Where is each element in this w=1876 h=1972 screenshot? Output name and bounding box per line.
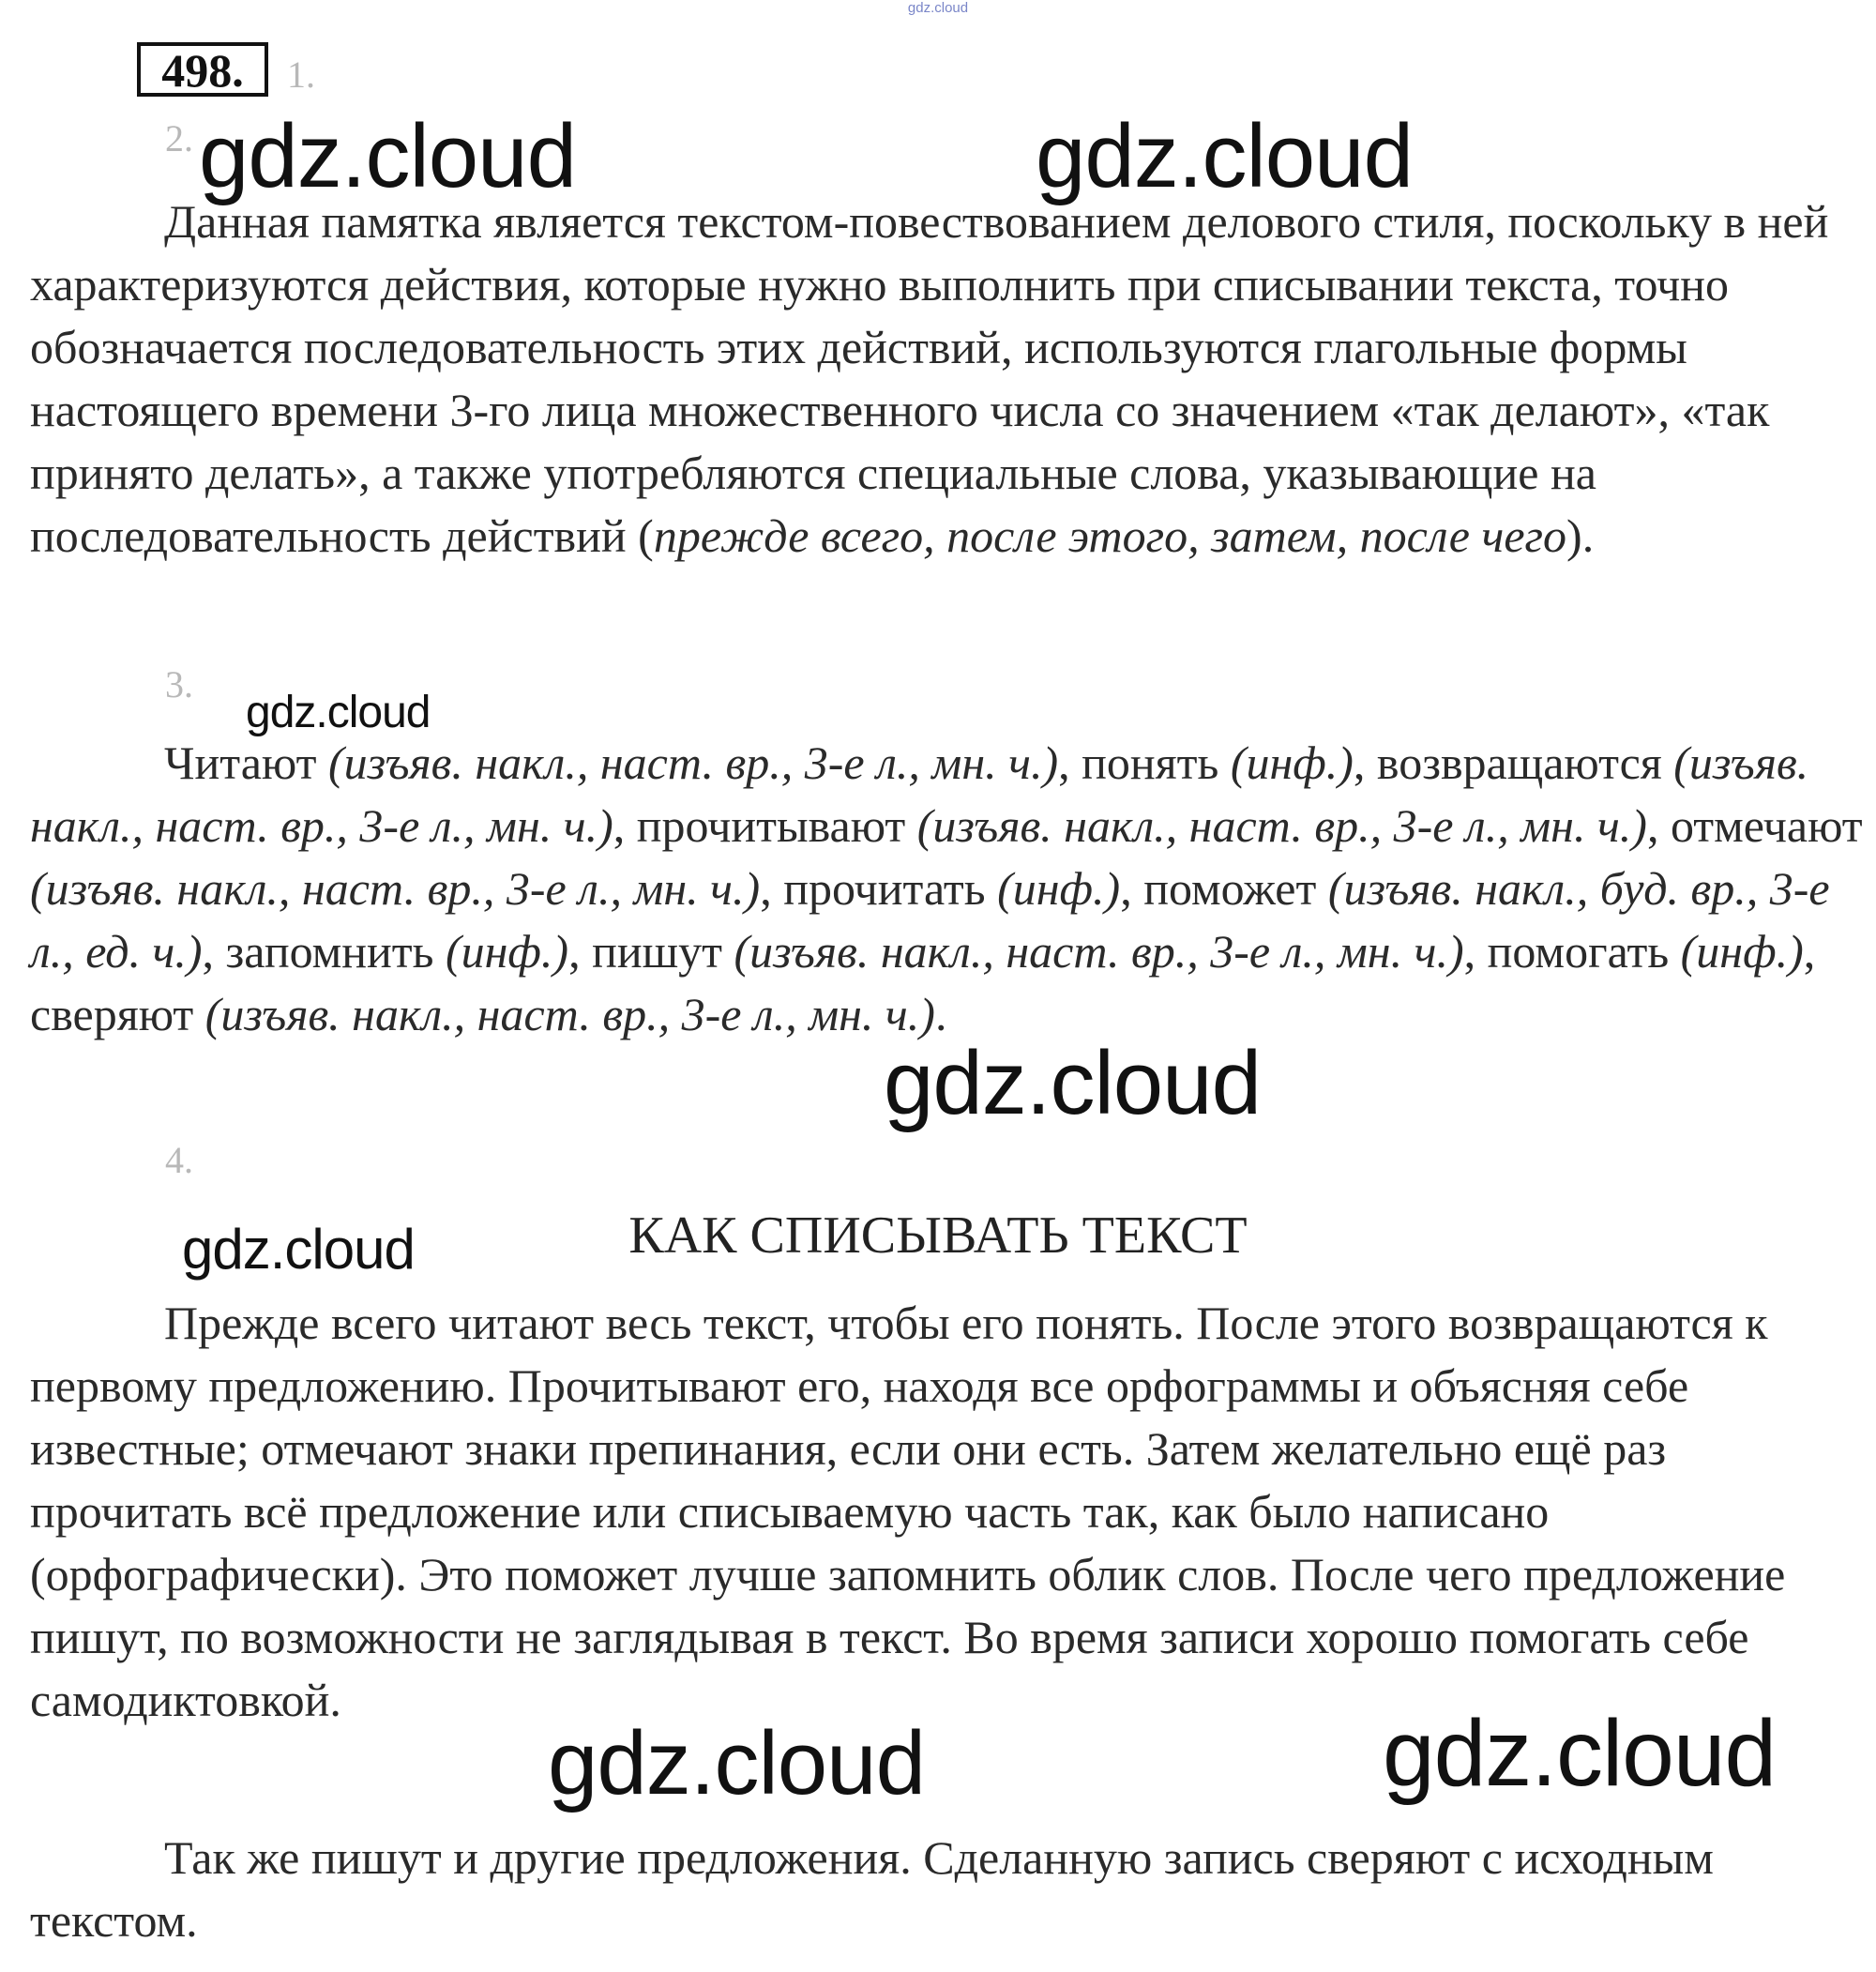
watermark: gdz.cloud (548, 1713, 925, 1813)
word: , помогать (1463, 925, 1681, 978)
grammar-note: (инф.) (1230, 736, 1354, 789)
marker-1: 1. (287, 53, 315, 96)
watermark: gdz.cloud (182, 1218, 415, 1281)
word: . (934, 988, 947, 1040)
grammar-note: (изъяв. накл., наст. вр., 3-е л., мн. ч.) (734, 925, 1464, 978)
marker-3: 3. (165, 663, 193, 705)
marker-2: 2. (165, 117, 193, 159)
memo-paragraph-1: Прежде всего читают весь текст, чтобы его понять. После этого возвращаются к первому предложению. Прочитывают его, находя все орфограммы и объясняя себе известные; отмечают знаки препинания, если они есть. Затем желательно ещё раз прочитать всё предложение или списываемую часть так, как было написано (орфографически). Это поможет лучше запомнить облик слов. После чего предложение пишут, по возможности не заглядывая в текст. Во время записи хорошо помогать себе самодиктовкой. (30, 1297, 1786, 1726)
grammar-note: (изъяв. накл., наст. вр., 3-е л., мн. ч.) (327, 736, 1059, 789)
memo-paragraph-2: Так же пишут и другие предложения. Сделанную запись сверяют с исходным текстом. (30, 1831, 1714, 1947)
source-watermark-top: gdz.cloud (907, 0, 969, 16)
word: , возвращаются (1353, 736, 1674, 789)
section-2-text-a: Данная памятка является текстом-повествованием делового стиля, поскольку в ней характеризуются действия, которые нужно выполнить при списывании текста, точно обозначается последовательность этих действий, используются глагольные формы настоящего времени 3-го лица множественного числа со значением «так делают», «так принято делать», а также употребляются специальные слова, указывающие на последовательность действий ( (30, 195, 1829, 562)
grammar-note: (изъяв. накл., наст. вр., 3-е л., мн. ч.) (204, 988, 935, 1040)
word: Читают (164, 736, 328, 789)
section-2-text-italic: прежде всего, после этого, затем, после чего (653, 509, 1567, 562)
watermark: gdz.cloud (1383, 1701, 1777, 1806)
grammar-note: (инф.) (1680, 925, 1804, 978)
grammar-note: (инф.) (997, 862, 1121, 915)
grammar-note: (изъяв. накл., наст. вр., 3-е л., мн. ч.) (30, 736, 1809, 852)
word: , поможет (1120, 862, 1328, 915)
word: , сверяют (30, 925, 1816, 1040)
grammar-note: (изъяв. накл., буд. вр., 3-е л., ед. ч.) (30, 862, 1830, 978)
section-2-text-b: ). (1566, 509, 1595, 562)
word: , запомнить (202, 925, 446, 978)
word: , прочитывают (613, 799, 917, 852)
word: , прочитать (760, 862, 998, 915)
grammar-note: (инф.) (445, 925, 569, 978)
exercise-number: 498. (137, 42, 268, 97)
watermark: gdz.cloud (199, 106, 576, 206)
section-3-paragraph (30, 732, 1868, 1046)
memo-title: КАК СПИСЫВАТЬ ТЕКСТ (628, 1206, 1248, 1265)
watermark: gdz.cloud (1036, 106, 1413, 206)
word: , понять (1058, 736, 1231, 789)
marker-4: 4. (165, 1139, 193, 1181)
word: , отмечают (1646, 799, 1863, 852)
watermark: gdz.cloud (884, 1033, 1261, 1133)
watermark: gdz.cloud (246, 688, 431, 737)
grammar-note: (изъяв. накл., наст. вр., 3-е л., мн. ч.) (916, 799, 1647, 852)
section-2-paragraph (30, 190, 1868, 568)
word: , пишут (568, 925, 734, 978)
grammar-note: (изъяв. накл., наст. вр., 3-е л., мн. ч.) (30, 862, 761, 915)
